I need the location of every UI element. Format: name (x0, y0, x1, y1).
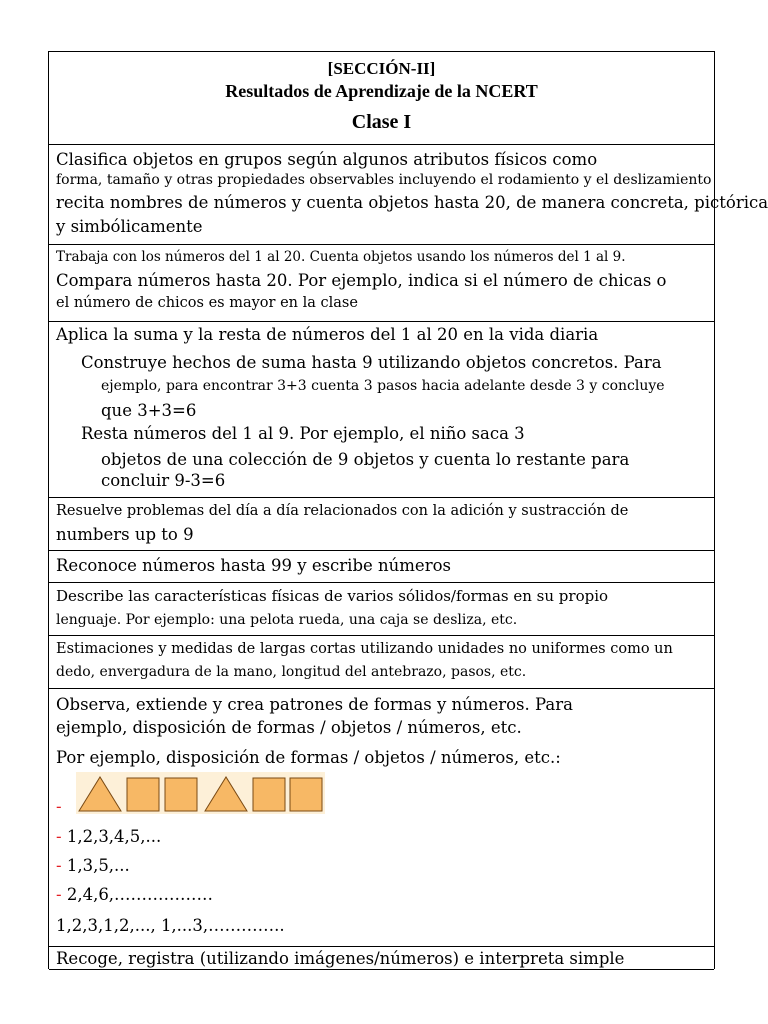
row-text: el número de chicos es mayor en la clase (56, 295, 358, 311)
outcome-row-patterns (49, 689, 714, 947)
row-text: Trabaja con los números del 1 al 20. Cuenta objetos usando los números del 1 al 9. (56, 249, 626, 265)
row-text: Clasifica objetos en grupos según algunos atributos físicos como (56, 150, 598, 169)
square-icon (165, 778, 197, 811)
pattern-line (56, 858, 130, 875)
row-text: ejemplo, disposición de formas / objetos / números, etc. (56, 718, 522, 737)
pattern-dash: - (56, 797, 62, 816)
section-label: [SECCIÓN-II] (327, 59, 436, 78)
outcome-row-problems (49, 498, 714, 551)
outcome-row-estimate (49, 636, 714, 689)
row-text: Observa, extiende y crea patrones de formas y números. Para (56, 695, 573, 714)
bullet-item: Construye hechos de suma hasta 9 utilizando objetos concretos. Para (81, 353, 662, 372)
bullet-item: Resta números del 1 al 9. Por ejemplo, el niño saca 3 (81, 424, 525, 443)
bullet-item-continuation: objetos de una colección de 9 objetos y cuenta lo restante para (101, 450, 630, 469)
outcome-row-add-subtract (49, 322, 714, 498)
shape-pattern-strip (76, 772, 325, 814)
row-text: Aplica la suma y la resta de números del 1 al 20 en la vida diaria (56, 325, 599, 344)
bullet-item-continuation: concluir 9-3=6 (101, 471, 226, 490)
square-icon (290, 778, 322, 811)
pattern-line (56, 887, 213, 904)
outcome-row-recognize (49, 551, 714, 583)
row-text: dedo, envergadura de la mano, longitud del antebrazo, pasos, etc. (56, 664, 527, 680)
pattern-line (56, 829, 161, 846)
number-pattern: 1,2,3,1,2,..., 1,...3,………….. (56, 916, 285, 935)
row-text: Estimaciones y medidas de largas cortas utilizando unidades no uniformes como un (56, 641, 673, 657)
row-text: Recoge, registra (utilizando imágenes/números) e interpreta simple (56, 949, 625, 968)
outcome-row-describe (49, 583, 714, 636)
number-pattern: 2,4,6,……………… (66, 885, 214, 904)
outcome-row-collect (49, 947, 714, 970)
shape-pattern (76, 772, 325, 814)
bullet-item-continuation: ejemplo, para encontrar 3+3 cuenta 3 pasos hacia adelante desde 3 y concluye (101, 378, 665, 394)
row-text: lenguaje. Por ejemplo: una pelota rueda, una caja se desliza, etc. (56, 612, 518, 628)
row-text: Describe las características físicas de varios sólidos/formas en su propio (56, 587, 609, 605)
square-icon (127, 778, 159, 811)
learning-outcomes-table (48, 51, 768, 969)
bullet-item-continuation: que 3+3=6 (101, 401, 197, 420)
square-icon (253, 778, 285, 811)
row-text: Reconoce números hasta 99 y escribe números (56, 556, 451, 575)
number-pattern: 1,2,3,4,5,... (66, 827, 162, 846)
header-row (49, 52, 714, 145)
row-text: Resuelve problemas del día a día relacionados con la adición y sustracción de (56, 503, 629, 519)
triangle-icon (205, 777, 247, 811)
triangle-icon (79, 777, 121, 811)
class-label: Clase I (351, 111, 412, 133)
outcome-row-classify (49, 145, 768, 245)
row-text: numbers up to 9 (56, 525, 194, 544)
row-text: forma, tamaño y otras propiedades observables incluyendo el rodamiento y el deslizamiento (56, 172, 712, 188)
pattern-dash: - (56, 827, 62, 846)
pattern-dash: - (56, 856, 62, 875)
row-text: y simbólicamente (56, 217, 203, 236)
pattern-dash: - (56, 885, 62, 904)
outcome-row-numbers (49, 245, 714, 322)
row-text: Por ejemplo, disposición de formas / objetos / números, etc.: (56, 748, 561, 767)
page-title: Resultados de Aprendizaje de la NCERT (225, 81, 538, 101)
row-text: recita nombres de números y cuenta objetos hasta 20, de manera concreta, pictórica (56, 193, 768, 212)
row-text: Compara números hasta 20. Por ejemplo, indica si el número de chicas o (56, 271, 667, 290)
number-pattern: 1,3,5,... (66, 856, 130, 875)
